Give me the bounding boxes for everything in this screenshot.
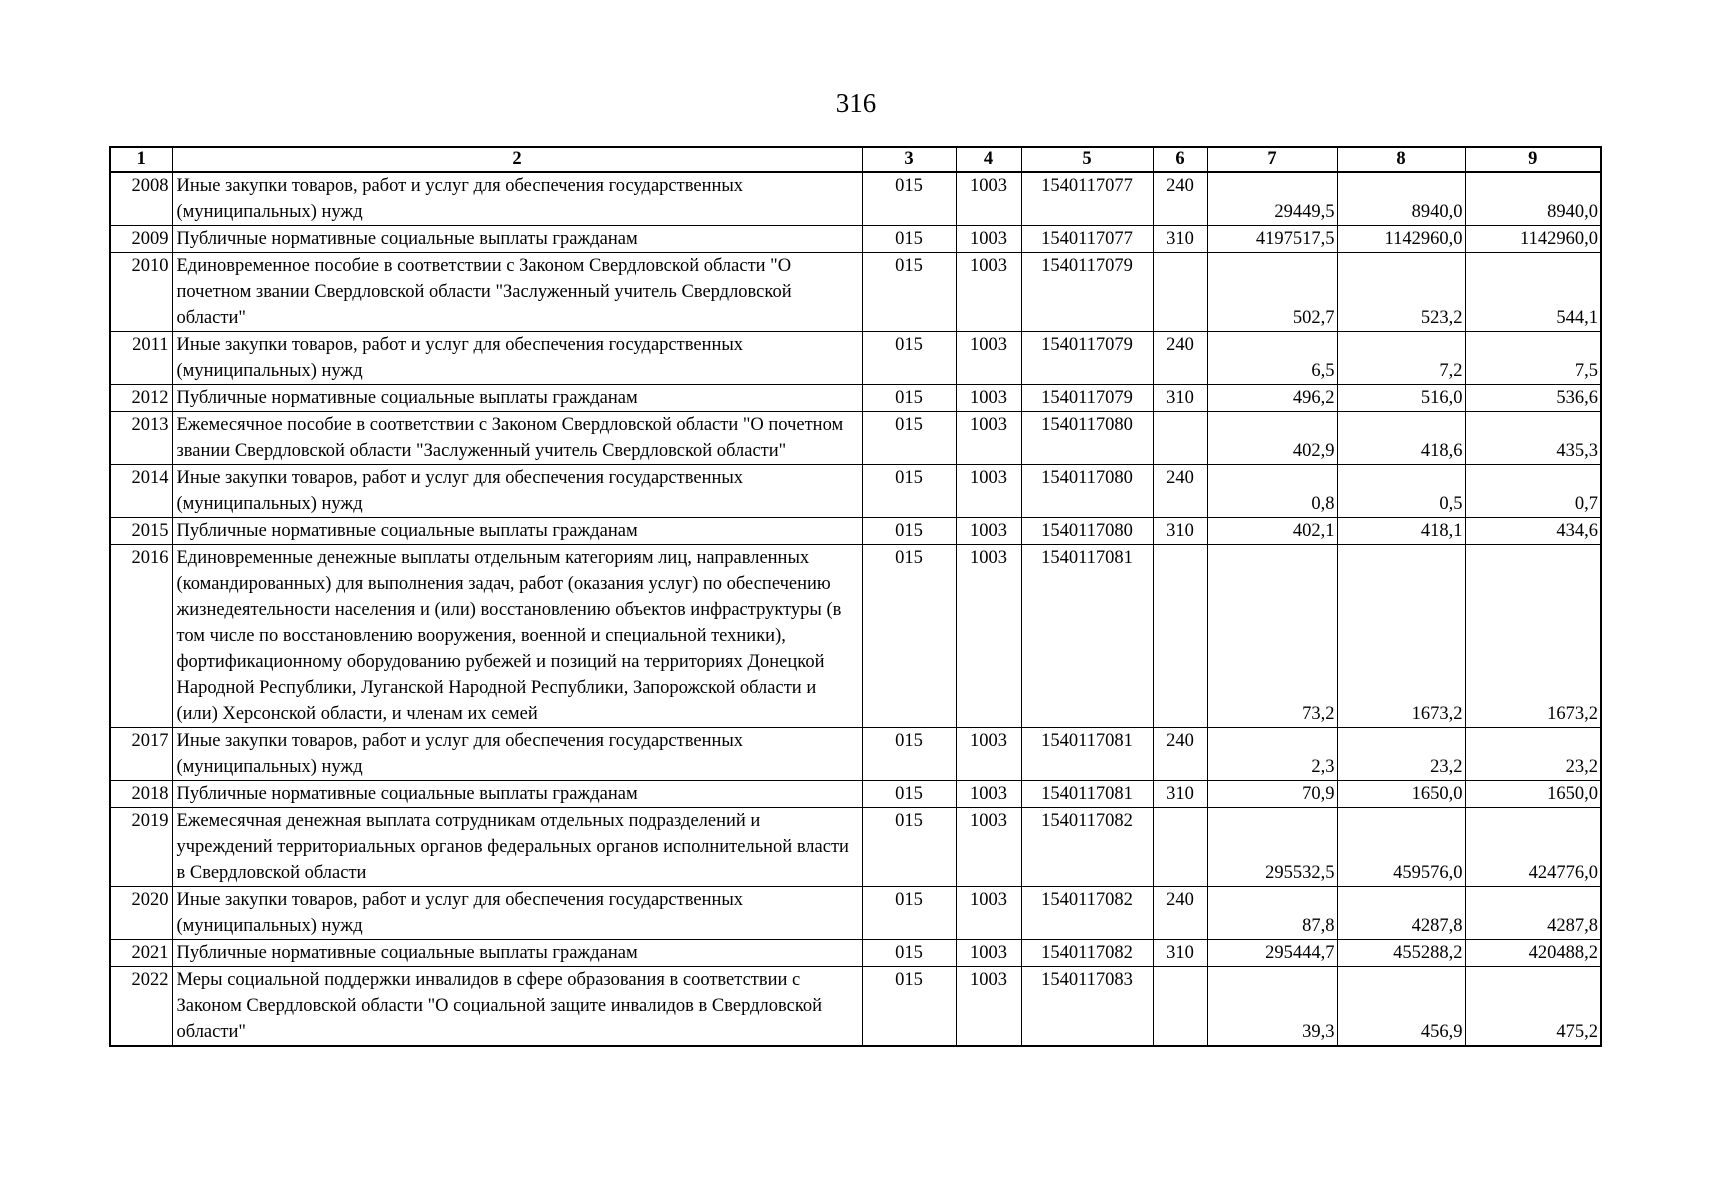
- target-article-code: 1540117080: [1021, 412, 1153, 465]
- expense-type-code: [1153, 967, 1207, 1047]
- column-header-2: 2: [172, 147, 862, 172]
- target-article-code: 1540117082: [1021, 887, 1153, 940]
- column-header-1: 1: [110, 147, 172, 172]
- amount-col-7: 402,1: [1207, 518, 1337, 545]
- amount-col-7: 2,3: [1207, 728, 1337, 781]
- section-code: 1003: [956, 385, 1021, 412]
- ministry-code: 015: [862, 172, 956, 226]
- expense-name: Публичные нормативные социальные выплаты гражданам: [172, 781, 862, 808]
- expense-type-code: 310: [1153, 781, 1207, 808]
- expense-type-code: 240: [1153, 465, 1207, 518]
- expense-name: Иные закупки товаров, работ и услуг для обеспечения государственных (муниципальных) нужд: [172, 172, 862, 226]
- amount-col-7: 4197517,5: [1207, 226, 1337, 253]
- table-row: [110, 465, 1601, 518]
- expense-type-code: [1153, 808, 1207, 887]
- expense-type-code: [1153, 253, 1207, 332]
- section-code: 1003: [956, 518, 1021, 545]
- table-row: [110, 253, 1601, 332]
- amount-col-8: 1650,0: [1337, 781, 1465, 808]
- table-row: [110, 412, 1601, 465]
- expense-name: Иные закупки товаров, работ и услуг для обеспечения государственных (муниципальных) нужд: [172, 887, 862, 940]
- expense-type-code: 240: [1153, 172, 1207, 226]
- table-row: [110, 385, 1601, 412]
- amount-col-8: 23,2: [1337, 728, 1465, 781]
- amount-col-9: 8940,0: [1465, 172, 1601, 226]
- row-number: 2014: [110, 465, 172, 518]
- amount-col-8: 459576,0: [1337, 808, 1465, 887]
- table-row: [110, 518, 1601, 545]
- expense-name: Иные закупки товаров, работ и услуг для обеспечения государственных (муниципальных) нужд: [172, 728, 862, 781]
- amount-col-9: 1673,2: [1465, 545, 1601, 728]
- amount-col-8: 0,5: [1337, 465, 1465, 518]
- ministry-code: 015: [862, 728, 956, 781]
- amount-col-9: 424776,0: [1465, 808, 1601, 887]
- ministry-code: 015: [862, 940, 956, 967]
- target-article-code: 1540117081: [1021, 728, 1153, 781]
- amount-col-8: 516,0: [1337, 385, 1465, 412]
- table-row: [110, 728, 1601, 781]
- amount-col-7: 73,2: [1207, 545, 1337, 728]
- ministry-code: 015: [862, 253, 956, 332]
- amount-col-8: 456,9: [1337, 967, 1465, 1047]
- amount-col-7: 29449,5: [1207, 172, 1337, 226]
- column-header-7: 7: [1207, 147, 1337, 172]
- target-article-code: 1540117080: [1021, 465, 1153, 518]
- budget-table: [109, 146, 1602, 1047]
- expense-name: Ежемесячная денежная выплата сотрудникам отдельных подразделений и учреждений территориальных органов федеральных органов исполнительной власти в Свердловской области: [172, 808, 862, 887]
- target-article-code: 1540117080: [1021, 518, 1153, 545]
- section-code: 1003: [956, 967, 1021, 1047]
- row-number: 2018: [110, 781, 172, 808]
- table-body: [110, 172, 1601, 1046]
- ministry-code: 015: [862, 967, 956, 1047]
- section-code: 1003: [956, 728, 1021, 781]
- amount-col-8: 7,2: [1337, 332, 1465, 385]
- expense-name: Единовременное пособие в соответствии с Законом Свердловской области "О почетном звании Свердловской области "Заслуженный учитель Свердловской области": [172, 253, 862, 332]
- expense-type-code: 310: [1153, 385, 1207, 412]
- target-article-code: 1540117082: [1021, 940, 1153, 967]
- amount-col-8: 8940,0: [1337, 172, 1465, 226]
- amount-col-9: 544,1: [1465, 253, 1601, 332]
- expense-type-code: [1153, 412, 1207, 465]
- table-row: [110, 781, 1601, 808]
- row-number: 2009: [110, 226, 172, 253]
- table-row: [110, 940, 1601, 967]
- expense-type-code: 310: [1153, 226, 1207, 253]
- target-article-code: 1540117082: [1021, 808, 1153, 887]
- amount-col-8: 455288,2: [1337, 940, 1465, 967]
- row-number: 2021: [110, 940, 172, 967]
- amount-col-8: 523,2: [1337, 253, 1465, 332]
- expense-name: Публичные нормативные социальные выплаты гражданам: [172, 940, 862, 967]
- column-header-6: 6: [1153, 147, 1207, 172]
- table-row: [110, 967, 1601, 1047]
- table-row: [110, 545, 1601, 728]
- amount-col-8: 418,1: [1337, 518, 1465, 545]
- ministry-code: 015: [862, 385, 956, 412]
- amount-col-9: 23,2: [1465, 728, 1601, 781]
- row-number: 2020: [110, 887, 172, 940]
- table-row: [110, 887, 1601, 940]
- section-code: 1003: [956, 465, 1021, 518]
- expense-type-code: 310: [1153, 940, 1207, 967]
- target-article-code: 1540117079: [1021, 385, 1153, 412]
- row-number: 2011: [110, 332, 172, 385]
- table-header-row: [110, 147, 1601, 172]
- row-number: 2016: [110, 545, 172, 728]
- column-header-3: 3: [862, 147, 956, 172]
- column-header-4: 4: [956, 147, 1021, 172]
- expense-name: Публичные нормативные социальные выплаты гражданам: [172, 226, 862, 253]
- expense-type-code: 240: [1153, 728, 1207, 781]
- section-code: 1003: [956, 332, 1021, 385]
- amount-col-7: 0,8: [1207, 465, 1337, 518]
- amount-col-9: 7,5: [1465, 332, 1601, 385]
- table-row: [110, 808, 1601, 887]
- amount-col-8: 1673,2: [1337, 545, 1465, 728]
- amount-col-7: 502,7: [1207, 253, 1337, 332]
- table-row: [110, 172, 1601, 226]
- amount-col-7: 70,9: [1207, 781, 1337, 808]
- row-number: 2013: [110, 412, 172, 465]
- target-article-code: 1540117077: [1021, 226, 1153, 253]
- section-code: 1003: [956, 545, 1021, 728]
- row-number: 2015: [110, 518, 172, 545]
- ministry-code: 015: [862, 412, 956, 465]
- amount-col-7: 39,3: [1207, 967, 1337, 1047]
- amount-col-9: 1142960,0: [1465, 226, 1601, 253]
- expense-type-code: 240: [1153, 332, 1207, 385]
- expense-type-code: 240: [1153, 887, 1207, 940]
- target-article-code: 1540117081: [1021, 545, 1153, 728]
- amount-col-8: 4287,8: [1337, 887, 1465, 940]
- expense-name: Иные закупки товаров, работ и услуг для обеспечения государственных (муниципальных) нужд: [172, 465, 862, 518]
- row-number: 2017: [110, 728, 172, 781]
- ministry-code: 015: [862, 465, 956, 518]
- ministry-code: 015: [862, 518, 956, 545]
- target-article-code: 1540117081: [1021, 781, 1153, 808]
- section-code: 1003: [956, 412, 1021, 465]
- column-header-5: 5: [1021, 147, 1153, 172]
- amount-col-7: 87,8: [1207, 887, 1337, 940]
- column-header-8: 8: [1337, 147, 1465, 172]
- table-row: [110, 226, 1601, 253]
- amount-col-8: 1142960,0: [1337, 226, 1465, 253]
- section-code: 1003: [956, 808, 1021, 887]
- target-article-code: 1540117077: [1021, 172, 1153, 226]
- amount-col-9: 475,2: [1465, 967, 1601, 1047]
- section-code: 1003: [956, 940, 1021, 967]
- target-article-code: 1540117079: [1021, 253, 1153, 332]
- expense-type-code: 310: [1153, 518, 1207, 545]
- ministry-code: 015: [862, 545, 956, 728]
- amount-col-9: 1650,0: [1465, 781, 1601, 808]
- expense-name: Ежемесячное пособие в соответствии с Законом Свердловской области "О почетном звании Свердловской области "Заслуженный учитель Свердловской области": [172, 412, 862, 465]
- target-article-code: 1540117083: [1021, 967, 1153, 1047]
- expense-name: Иные закупки товаров, работ и услуг для обеспечения государственных (муниципальных) нужд: [172, 332, 862, 385]
- expense-name: Меры социальной поддержки инвалидов в сфере образования в соответствии с Законом Свердловской области "О социальной защите инвалидов в Свердловской области": [172, 967, 862, 1047]
- section-code: 1003: [956, 226, 1021, 253]
- section-code: 1003: [956, 172, 1021, 226]
- amount-col-9: 0,7: [1465, 465, 1601, 518]
- amount-col-9: 536,6: [1465, 385, 1601, 412]
- amount-col-9: 434,6: [1465, 518, 1601, 545]
- row-number: 2022: [110, 967, 172, 1047]
- amount-col-7: 402,9: [1207, 412, 1337, 465]
- ministry-code: 015: [862, 332, 956, 385]
- ministry-code: 015: [862, 887, 956, 940]
- amount-col-9: 435,3: [1465, 412, 1601, 465]
- amount-col-7: 295444,7: [1207, 940, 1337, 967]
- row-number: 2008: [110, 172, 172, 226]
- page-number: 316: [835, 88, 877, 118]
- amount-col-7: 295532,5: [1207, 808, 1337, 887]
- amount-col-8: 418,6: [1337, 412, 1465, 465]
- expense-name: Единовременные денежные выплаты отдельным категориям лиц, направленных (командированных) для выполнения задач, работ (оказания услуг) по обеспечению жизнедеятельности населения и (или) восстановлению объектов инфраструктуры (в том числе по восстановлению вооружения, военной и специальной техники), фортификационному оборудованию рубежей и позиций на территориях Донецкой Народной Республики, Луганской Народной Республики, Запорожской области и (или) Херсонской области, и членам их семей: [172, 545, 862, 728]
- expense-type-code: [1153, 545, 1207, 728]
- expense-name: Публичные нормативные социальные выплаты гражданам: [172, 518, 862, 545]
- amount-col-7: 496,2: [1207, 385, 1337, 412]
- row-number: 2010: [110, 253, 172, 332]
- section-code: 1003: [956, 887, 1021, 940]
- row-number: 2012: [110, 385, 172, 412]
- section-code: 1003: [956, 781, 1021, 808]
- expense-name: Публичные нормативные социальные выплаты гражданам: [172, 385, 862, 412]
- section-code: 1003: [956, 253, 1021, 332]
- amount-col-7: 6,5: [1207, 332, 1337, 385]
- table-row: [110, 332, 1601, 385]
- ministry-code: 015: [862, 226, 956, 253]
- ministry-code: 015: [862, 808, 956, 887]
- amount-col-9: 420488,2: [1465, 940, 1601, 967]
- target-article-code: 1540117079: [1021, 332, 1153, 385]
- ministry-code: 015: [862, 781, 956, 808]
- column-header-9: 9: [1465, 147, 1601, 172]
- amount-col-9: 4287,8: [1465, 887, 1601, 940]
- row-number: 2019: [110, 808, 172, 887]
